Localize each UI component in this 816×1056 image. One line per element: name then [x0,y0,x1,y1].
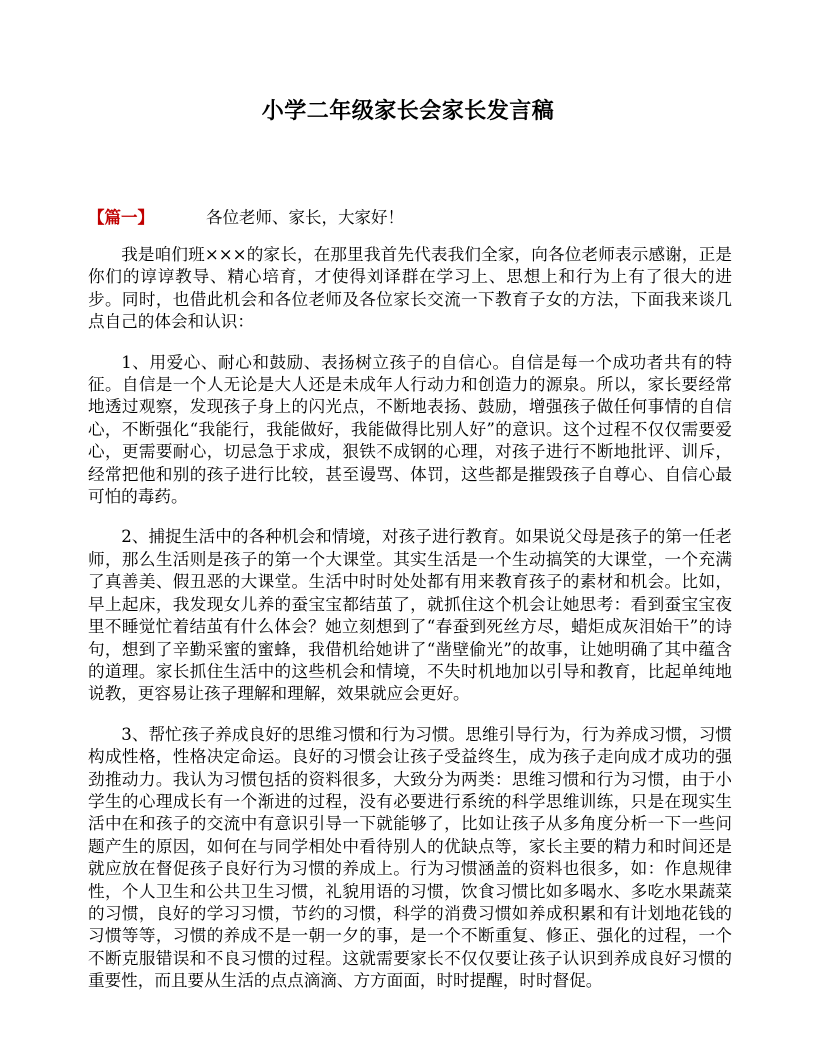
document-body [88,206,732,993]
page-title: 小学二年级家长会家长发言稿 [261,99,555,124]
section-marker: 【篇一】 [88,208,154,227]
paragraph-point-3: 3、帮忙孩子养成良好的思维习惯和行为习惯。思维引导行为，行为养成习惯，习惯构成性格，性格决定命运。良好的习惯会让孩子受益终生，成为孩子走向成才成功的强劲推动力。我认为习惯包括的资料很多，大致分为两类：思维习惯和行为习惯，由于小学生的心理成长有一个渐进的过程，没有必要进行系统的科学思维训练，只是在现实生活中在和孩子的交流中有意识引导一下就能够了，比如让孩子从多角度分析一下一些问题产生的原因，如何在与同学相处中看待别人的优缺点等，家长主要的精力和时间还是就应放在督促孩子良好行为习惯的养成上。行为习惯涵盖的资料也很多，如：作息规律性，个人卫生和公共卫生习惯，礼貌用语的习惯，饮食习惯比如多喝水、多吃水果蔬菜的习惯，良好的学习习惯，节约的习惯，科学的消费习惯如养成积累和有计划地花钱的习惯等等，习惯的养成不是一朝一夕的事，是一个不断重复、修正、强化的过程，一个不断克服错误和不良习惯的过程。这就需要家长不仅仅要让孩子认识到养成良好习惯的重要性，而且要从生活的点点滴滴、方方面面，时时提醒，时时督促。 [88,724,732,991]
section-heading-line [88,206,732,230]
paragraph-point-2: 2、捕捉生活中的各种机会和情境，对孩子进行教育。如果说父母是孩子的第一任老师，那么生活则是孩子的第一个大课堂。其实生活是一个生动搞笑的大课堂，一个充满了真善美、假丑恶的大课堂。生活中时时处处都有用来教育孩子的素材和机会。比如，早上起床，我发现女儿养的蚕宝宝都结茧了，就抓住这个机会让她思考：看到蚕宝宝夜里不睡觉忙着结茧有什么体会？她立刻想到了“春蚕到死丝方尽，蜡炬成灰泪始干”的诗句，想到了辛勤采蜜的蜜蜂，我借机给她讲了“凿壁偷光”的故事，让她明确了其中蕴含的道理。家长抓住生活中的这些机会和情境，不失时机地加以引导和教育，比起单纯地说教，更容易让孩子理解和理解，效果就应会更好。 [88,527,732,704]
paragraph-intro: 我是咱们班×××的家长，在那里我首先代表我们全家，向各位老师表示感谢，正是你们的谆谆教导、精心培育，才使得刘译群在学习上、思想上和行为上有了很大的进步。同时，也借此机会和各位老师及各位家长交流一下教育子女的方法，下面我来谈几点自己的体会和认识： [88,245,732,332]
greeting-text: 各位老师、家长，大家好！ [206,208,404,227]
paragraph-point-1: 1、用爱心、耐心和鼓励、表扬树立孩子的自信心。自信是每一个成功者共有的特征。自信是一个人无论是大人还是未成年人行动力和创造力的源泉。所以，家长要经常地透过观察，发现孩子身上的闪光点，不断地表扬、鼓励，增强孩子做任何事情的自信心，不断强化“我能行，我能做好，我能做得比别人好”的意识。这个过程不仅仅需要爱心，更需要耐心，切忌急于求成，狠铁不成钢的心理，对孩子进行不断地批评、训斥，经常把他和别的孩子进行比较，甚至谩骂、体罚，这些都是摧毁孩子自尊心、自信心最可怕的毒药。 [88,352,732,507]
